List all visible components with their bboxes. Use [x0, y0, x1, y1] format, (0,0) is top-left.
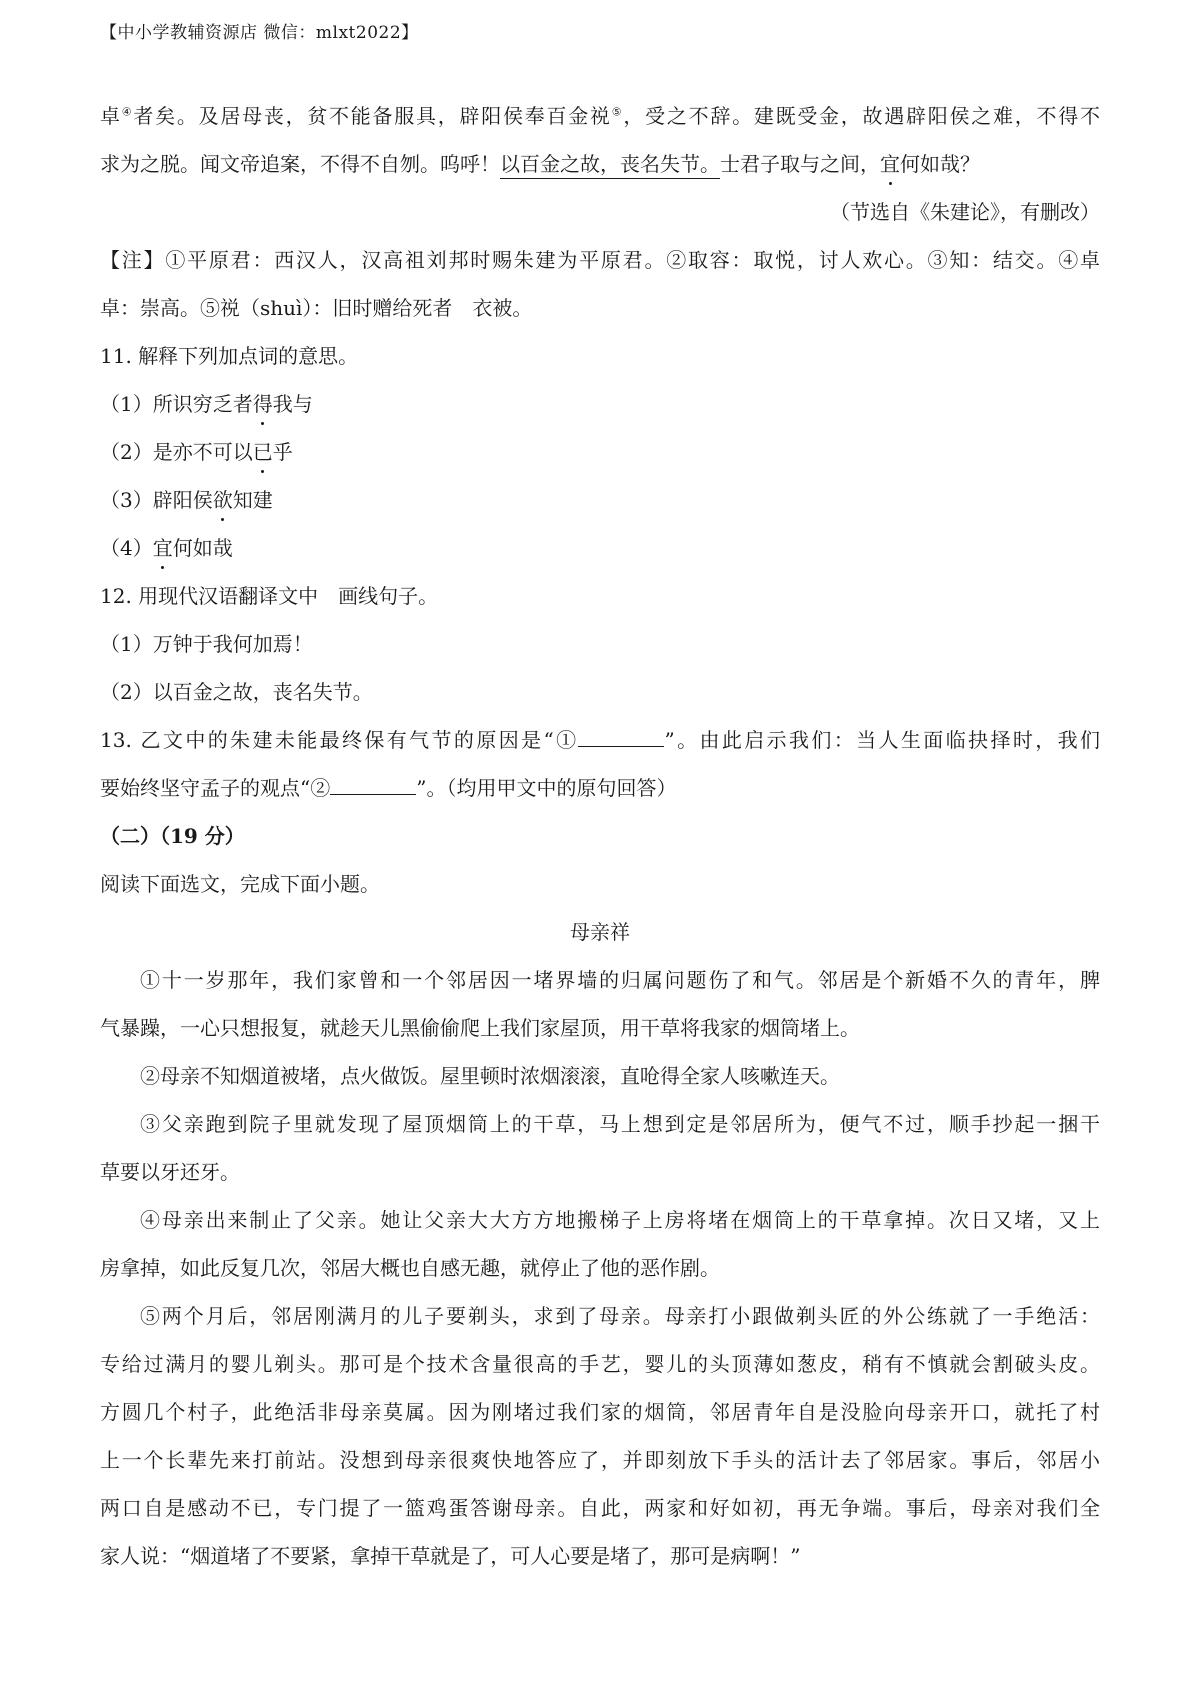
passage-text: 者矣。及居母丧，贫不能备服具，辟阳侯奉百金祱 — [133, 104, 612, 128]
article-paragraph-5-line-3: 方圆几个村子，此绝活非母亲莫属。因为刚堵过我们家的烟筒，邻居青年自是没脸向母亲开口，就托了村 — [100, 1400, 1100, 1424]
section-heading: （二）（19 分） — [100, 824, 245, 848]
question-12-item-2: （2）以百金之故，丧名失节。 — [100, 680, 373, 704]
question-11-item-3 — [100, 476, 1100, 524]
item-text: （2）是亦不可以 — [100, 440, 253, 464]
passage-text: ，受之不辞。建既受金，故遇辟阳侯之难，不得不 — [623, 104, 1100, 128]
footnote-marker: ⑤ — [611, 105, 624, 119]
article-paragraph-3-line-1: ③父亲跑到院子里就发现了屋顶烟筒上的干草，马上想到定是邻居所为，便气不过，顺手抄起一捆干 — [140, 1112, 1100, 1136]
article-paragraph-5-line-1: ⑤两个月后，邻居刚满月的儿子要剃头，求到了母亲。母亲打小跟做剃头匠的外公练就了一手绝活： — [140, 1304, 1100, 1328]
item-text: （4） — [100, 536, 153, 560]
question-12-stem: 12. 用现代汉语翻译文中 画线句子。 — [100, 584, 439, 608]
dotted-word: 宜 — [880, 140, 900, 188]
article-paragraph-1-line-2: 气暴躁，一心只想报复，就趁天儿黑偷偷爬上我们家屋顶，用干草将我家的烟筒堵上。 — [100, 1016, 860, 1040]
passage-line-1 — [100, 92, 1100, 140]
question-text: ”。（均用甲文中的原句回答） — [416, 776, 677, 800]
question-13-line-2 — [100, 764, 1100, 812]
article-paragraph-2-line-1: ②母亲不知烟道被堵，点火做饭。屋里顿时浓烟滚滚，直呛得全家人咳嗽连天。 — [140, 1064, 840, 1088]
passage-text: 何如哉？ — [900, 152, 980, 176]
article-paragraph-3-line-2: 草要以牙还牙。 — [100, 1160, 240, 1184]
passage-text: 士君子取与之间， — [720, 152, 880, 176]
answer-blank-1[interactable] — [578, 726, 664, 747]
document-content — [100, 92, 1100, 1580]
question-11-item-2 — [100, 428, 1100, 476]
notes-line-2: 卓：崇高。⑤祱（shuì）：旧时赠给死者 衣被。 — [100, 296, 533, 320]
question-11-stem: 11. 解释下列加点词的意思。 — [100, 344, 359, 368]
article-paragraph-4-line-1: ④母亲出来制止了父亲。她让父亲大大方方地搬梯子上房将堵在烟筒上的干草拿掉。次日又堵，又上 — [140, 1208, 1100, 1232]
item-text: 我与 — [272, 392, 313, 416]
question-12-item-1: （1）万钟于我何加焉！ — [100, 632, 313, 656]
article-paragraph-4-line-2: 房拿掉，如此反复几次，邻居大概也自感无趣，就停止了他的恶作剧。 — [100, 1256, 720, 1280]
question-13-line-1 — [100, 716, 1100, 764]
dotted-word: 宜 — [153, 524, 173, 572]
dotted-word: 已 — [253, 428, 273, 476]
footnote-marker: ④ — [121, 105, 134, 119]
dotted-word: 得 — [253, 380, 273, 428]
item-text: 知建 — [232, 488, 273, 512]
article-paragraph-5-line-5: 两口自是感动不已，专门提了一篮鸡蛋答谢母亲。自此，两家和好如初，再无争端。事后，母亲对我们全 — [100, 1496, 1100, 1520]
question-text: 要始终坚守孟子的观点“② — [100, 776, 331, 800]
article-paragraph-5-line-4: 上一个长辈先来打前站。没想到母亲很爽快地答应了，并即刻放下手头的活计去了邻居家。事后，邻居小 — [100, 1448, 1100, 1472]
article-paragraph-5-line-6: 家人说：“烟道堵了不要紧，拿掉干草就是了，可人心要是堵了，那可是病啊！” — [100, 1544, 801, 1568]
answer-blank-2[interactable] — [330, 774, 416, 795]
passage-source: （节选自《朱建论》，有删改） — [830, 200, 1100, 224]
article-title: 母亲祥 — [570, 920, 630, 944]
question-text: ”。由此启示我们：当人生面临抉择时，我们 — [664, 728, 1100, 752]
section-instruction: 阅读下面选文，完成下面小题。 — [100, 872, 380, 896]
question-11-item-4 — [100, 524, 1100, 572]
article-paragraph-1-line-1: ①十一岁那年，我们家曾和一个邻居因一堵界墙的归属问题伤了和气。邻居是个新婚不久的青年，脾 — [140, 968, 1100, 992]
question-11-item-1 — [100, 380, 1100, 428]
dotted-word: 欲 — [213, 476, 233, 524]
question-text: 13. 乙文中的朱建未能最终保有气节的原因是“① — [100, 728, 579, 752]
underlined-sentence: 以百金之故，丧名失节。 — [500, 152, 720, 179]
notes-line-1: 【注】①平原君：西汉人，汉高祖刘邦时赐朱建为平原君。②取容：取悦，讨人欢心。③知：结交。④卓 — [100, 248, 1100, 272]
item-text: 何如哉 — [172, 536, 233, 560]
header-note: 【中小学教辅资源店 微信：mlxt2022】 — [100, 23, 419, 43]
item-text: （3）辟阳侯 — [100, 488, 213, 512]
passage-line-2 — [100, 140, 1100, 188]
article-paragraph-5-line-2: 专给过满月的婴儿剃头。那可是个技术含量很高的手艺，婴儿的头顶薄如葱皮，稍有不慎就会割破头皮。 — [100, 1352, 1100, 1376]
item-text: （1）所识穷乏者 — [100, 392, 253, 416]
item-text: 乎 — [272, 440, 293, 464]
passage-text: 求为之脱。闻文帝追案，不得不自刎。呜呼！ — [100, 152, 500, 176]
passage-text: 卓 — [100, 104, 122, 128]
